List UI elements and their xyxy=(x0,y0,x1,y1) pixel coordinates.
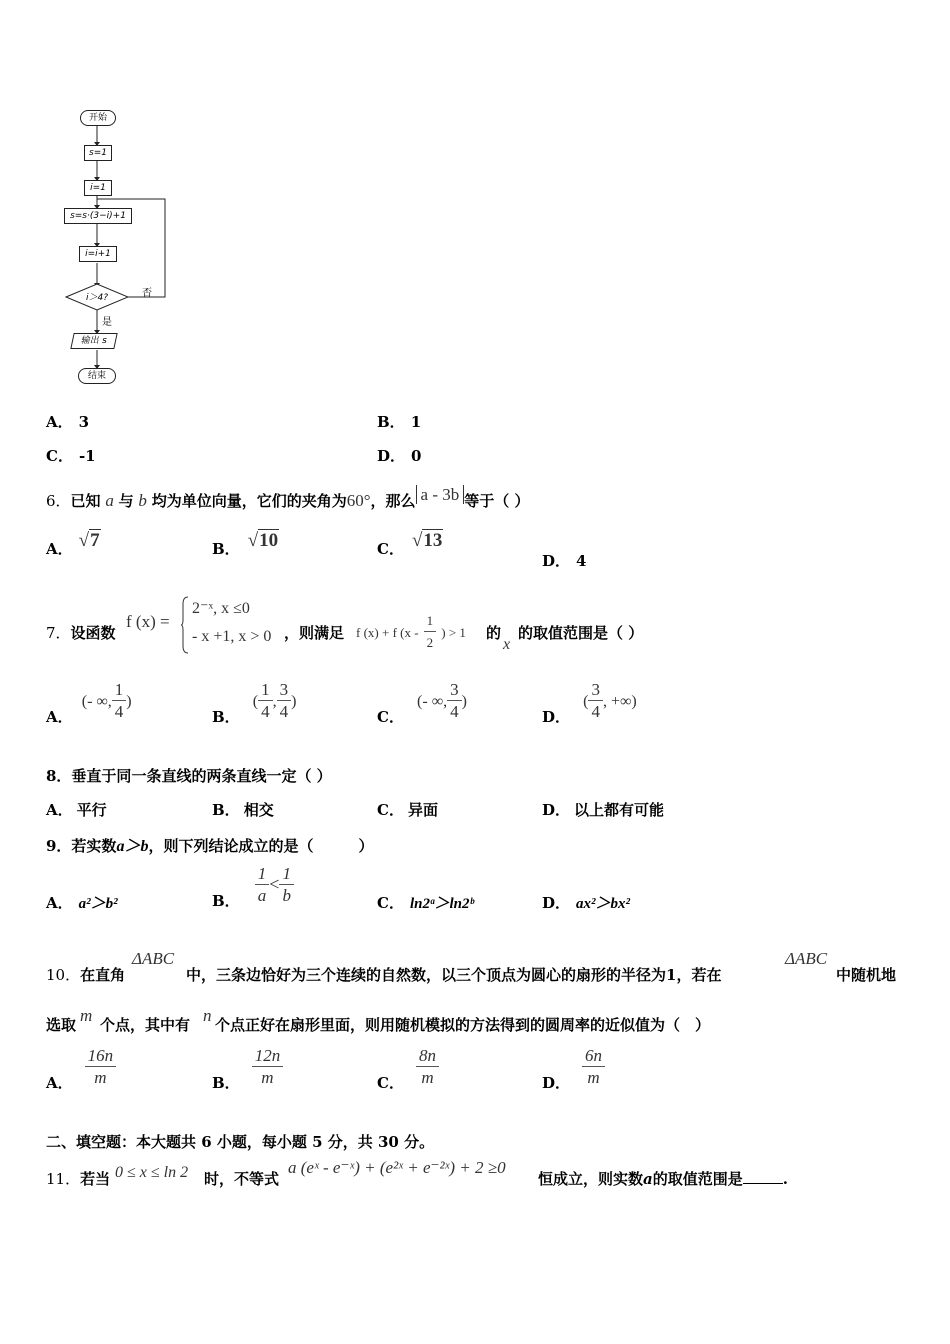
q9-option-d[interactable]: D． ax²＞bx² xyxy=(542,894,631,912)
q5-option-a[interactable]: A． 3 xyxy=(46,413,90,431)
flow-s-init: s=1 xyxy=(84,145,112,161)
q11-answer-blank[interactable] xyxy=(743,1183,783,1184)
q7-var: x xyxy=(503,636,511,653)
q7-inequality: f (x) + f (x - $\frac{1}{2}$ ) > 1 xyxy=(356,613,466,650)
q10-line2-a: 选取 xyxy=(46,1016,77,1034)
q7-option-a[interactable]: A． (- ∞, $\frac{1}{4}$ ) xyxy=(46,680,132,726)
q6-option-c[interactable]: C． √13 xyxy=(377,530,443,558)
q8-stem: 8．垂直于同一条直线的两条直线一定（ ） xyxy=(46,767,332,785)
q7-t4: 的取值范围是（ ） xyxy=(518,624,644,642)
flow-output: 输出 s xyxy=(70,333,117,349)
flow-update-s: s=s·(3−i)+1 xyxy=(64,208,132,224)
q5-option-b[interactable]: B． 1 xyxy=(377,413,422,431)
flow-yes-label: 是 xyxy=(102,317,112,328)
q10-line1-b: 中，三条边恰好为三个连续的自然数，以三个顶点为圆心的扇形的半径为1，若在 xyxy=(186,966,722,984)
flow-start: 开始 xyxy=(80,110,116,126)
q6-option-d[interactable]: D． 4 xyxy=(542,552,587,570)
q11-range: 0 ≤ x ≤ ln 2 xyxy=(115,1164,189,1181)
flow-update-i: i=i+1 xyxy=(79,246,117,262)
q6-option-b[interactable]: B． √10 xyxy=(212,530,279,558)
q10-option-b[interactable]: B． $\frac{12n}{m}$ xyxy=(212,1046,283,1089)
q8-option-d[interactable]: D． 以上都有可能 xyxy=(542,801,665,819)
q7-option-b[interactable]: B． ( $\frac{1}{4}$ , $\frac{3}{4}$ ) xyxy=(212,680,297,726)
q10-option-a[interactable]: A． $\frac{16n}{m}$ xyxy=(46,1046,116,1089)
q8-option-a[interactable]: A． 平行 xyxy=(46,801,107,819)
flowchart-arrows xyxy=(55,100,185,395)
q8-option-c[interactable]: C． 异面 xyxy=(377,801,438,819)
q9-option-a[interactable]: A． a²＞b² xyxy=(46,894,118,912)
q10-line1-c: 中随机地 xyxy=(836,966,897,984)
q5-option-d[interactable]: D． 0 xyxy=(377,447,422,465)
q5-option-c[interactable]: C． -1 xyxy=(46,447,96,465)
q7-case-2: - x +1, x > 0 xyxy=(192,628,272,645)
q9-option-b[interactable]: B． $\frac{1}{a}$ < $\frac{1}{b}$ xyxy=(212,864,294,907)
q10-option-c[interactable]: C． $\frac{8n}{m}$ xyxy=(377,1046,439,1089)
q9-stem: 9．若实数a＞b，则下列结论成立的是（ ） xyxy=(46,837,374,855)
flow-no-label: 否 xyxy=(142,288,152,299)
q7-t2: ，则满足 xyxy=(284,624,345,642)
q7-brace xyxy=(180,596,190,654)
q6-stem: 6．已知 a 与 b 均为单位向量，它们的夹角为60°，那么 a - 3b 等于（ ） xyxy=(46,485,530,510)
q7-lead: 7．设函数 xyxy=(46,624,116,642)
q10-line2-c: 个点正好在扇形里面，则用随机模拟的方法得到的圆周率的近似值为（ ） xyxy=(215,1016,711,1034)
section-2-heading: 二、填空题：本大题共 6 小题，每小题 5 分，共 30 分。 xyxy=(46,1133,435,1151)
q9-option-c[interactable]: C． ln2ᵃ＞ln2ᵇ xyxy=(377,894,474,912)
q10-var-n: n xyxy=(203,1006,212,1025)
q6-option-a[interactable]: A． √7 xyxy=(46,530,100,558)
q7-function: f (x) = xyxy=(126,612,170,631)
q10-triangle-2: ΔABC xyxy=(785,949,828,968)
q11-t2: 时，不等式 xyxy=(204,1170,280,1188)
flow-end: 结束 xyxy=(78,368,116,384)
q10-line1-a: 10．在直角 xyxy=(46,966,126,984)
q7-option-c[interactable]: C． (- ∞, $\frac{3}{4}$ ) xyxy=(377,680,467,726)
q10-var-m: m xyxy=(80,1006,93,1025)
q11-lead: 11．若当 xyxy=(46,1170,111,1188)
q7-option-d[interactable]: D． ( $\frac{3}{4}$ , +∞) xyxy=(542,680,637,726)
q10-option-d[interactable]: D． $\frac{6n}{m}$ xyxy=(542,1046,605,1089)
q10-triangle-1: ΔABC xyxy=(132,949,175,968)
flow-i-init: i=1 xyxy=(84,180,112,196)
q8-option-b[interactable]: B． 相交 xyxy=(212,801,274,819)
flow-condition: i＞4? xyxy=(85,293,108,303)
q11-inequality: a (eˣ - e⁻ˣ) + (e²ˣ + e⁻²ˣ) + 2 ≥0 xyxy=(288,1158,506,1177)
q10-line2-b: 个点，其中有 xyxy=(100,1016,191,1034)
q11-tail: 恒成立，则实数a的取值范围是 . xyxy=(538,1170,788,1188)
q7-t3: 的 xyxy=(486,624,502,642)
q7-case-1: 2⁻ˣ, x ≤0 xyxy=(192,600,250,617)
